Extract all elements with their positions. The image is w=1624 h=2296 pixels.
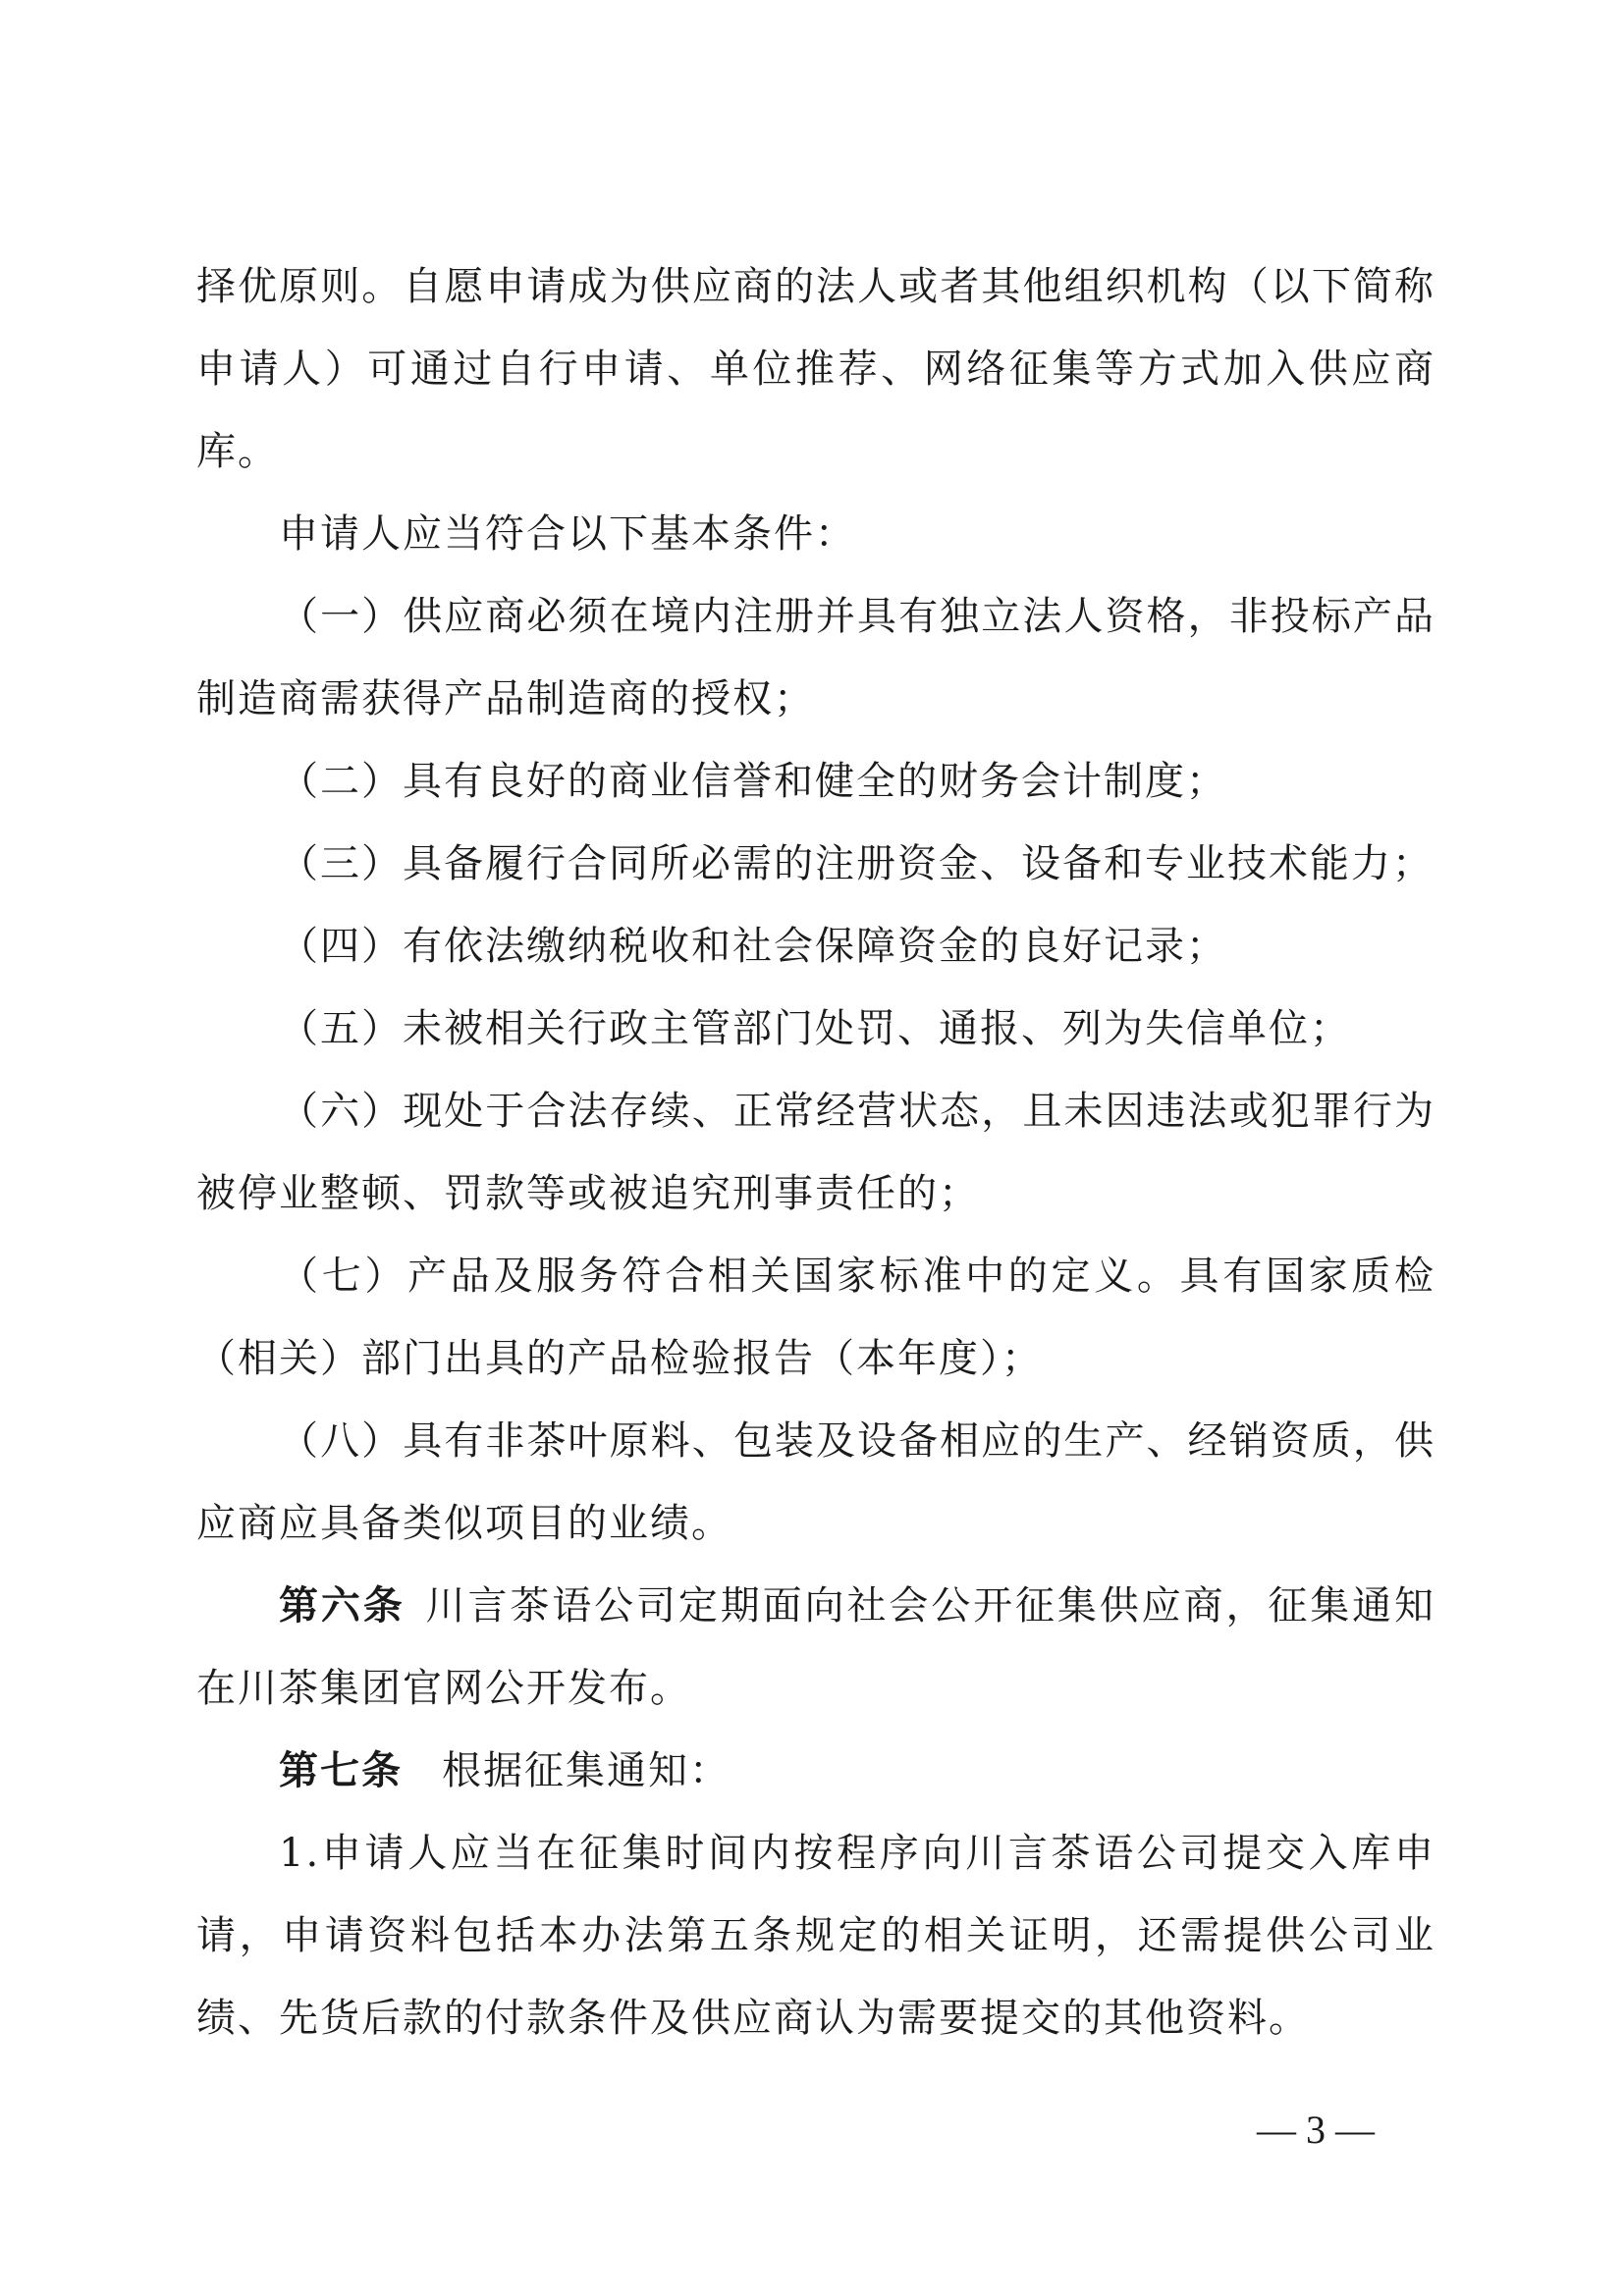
- condition-item-5: （五）未被相关行政主管部门处罚、通报、列为失信单位；: [279, 1006, 1351, 1051]
- condition-item-6: （六）现处于合法存续、正常经营状态，且未因违法或犯罪行为被停业整顿、罚款等或被追究刑事责任的；: [196, 1089, 1435, 1216]
- article-7-text: 根据征集通知：: [442, 1748, 731, 1793]
- condition-item-3: （三）具备履行合同所必需的注册资金、设备和专业技术能力；: [279, 841, 1434, 886]
- article-6-text: 川言茶语公司定期面向社会公开征集供应商，征集通知在川茶集团官网公开发布。: [196, 1583, 1436, 1711]
- paragraph-selection-principle: 择优原则。自愿申请成为供应商的法人或者其他组织机构（以下简称申请人）可通过自行申请、单位推荐、网络征集等方式加入供应商库。: [196, 264, 1435, 474]
- article-6-heading: 第六条: [279, 1583, 406, 1629]
- condition-item-4: （四）有依法缴纳税收和社会保障资金的良好记录；: [279, 924, 1227, 969]
- condition-item-8: （八）具有非茶叶原料、包装及设备相应的生产、经销资质，供应商应具备类似项目的业绩。: [196, 1418, 1435, 1546]
- page-number: — 3 —: [1257, 2108, 1375, 2152]
- document-body: [196, 245, 1435, 2059]
- paragraph-basic-conditions-intro: 申请人应当符合以下基本条件：: [279, 511, 856, 557]
- condition-item-2: （二）具有良好的商业信誉和健全的财务会计制度；: [279, 759, 1227, 804]
- article-7-heading: 第七条: [279, 1748, 403, 1793]
- article-7: [196, 1730, 1435, 1812]
- article-6: [196, 1565, 1435, 1730]
- condition-item-7: （七）产品及服务符合相关国家标准中的定义。具有国家质检（相关）部门出具的产品检验报告（本年度）；: [196, 1254, 1435, 1381]
- condition-item-1: （一）供应商必须在境内注册并具有独立法人资格，非投标产品制造商需获得产品制造商的授权；: [196, 594, 1435, 721]
- article-7-clause-1: 1.申请人应当在征集时间内按程序向川言茶语公司提交入库申请，申请资料包括本办法第五条规定的相关证明，还需提供公司业绩、先货后款的付款条件及供应商认为需要提交的其他资料。: [196, 1831, 1435, 2041]
